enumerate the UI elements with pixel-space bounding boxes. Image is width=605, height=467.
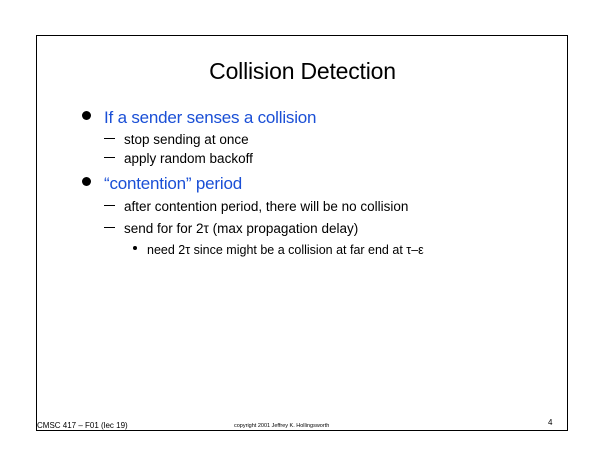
sub-bullet-item: [104, 221, 358, 237]
dash-icon: [104, 205, 115, 206]
footer-copyright: copyright 2001 Jeffrey K. Hollingsworth: [234, 423, 330, 429]
dash-icon: [104, 138, 115, 139]
sub-bullet-item: [104, 151, 253, 167]
footer-course: CMSC 417 – F01 (lec 19): [37, 421, 128, 430]
page-number: 4: [548, 418, 553, 427]
bullet-dot-icon: [82, 177, 91, 186]
sub-bullet-item: [104, 132, 249, 148]
sub-bullet-text: apply random backoff: [124, 151, 253, 166]
small-bullet-icon: [133, 246, 137, 250]
dash-icon: [104, 157, 115, 158]
bullet-text: “contention” period: [104, 174, 242, 193]
sub-bullet-item: [104, 199, 408, 215]
bullet-dot-icon: [82, 111, 91, 120]
sub-sub-bullet-item: [133, 243, 424, 258]
sub-bullet-text: send for for 2τ (max propagation delay): [124, 221, 359, 236]
bullet-text: If a sender senses a collision: [104, 108, 317, 127]
bullet-item: [82, 174, 242, 194]
dash-icon: [104, 227, 115, 228]
sub-sub-bullet-text: need 2τ since might be a collision at far end at τ–ε: [147, 243, 424, 257]
slide-title: Collision Detection: [209, 58, 396, 84]
sub-bullet-text: stop sending at once: [124, 132, 249, 147]
sub-bullet-text: after contention period, there will be no collision: [124, 199, 409, 214]
bullet-item: [82, 108, 316, 128]
